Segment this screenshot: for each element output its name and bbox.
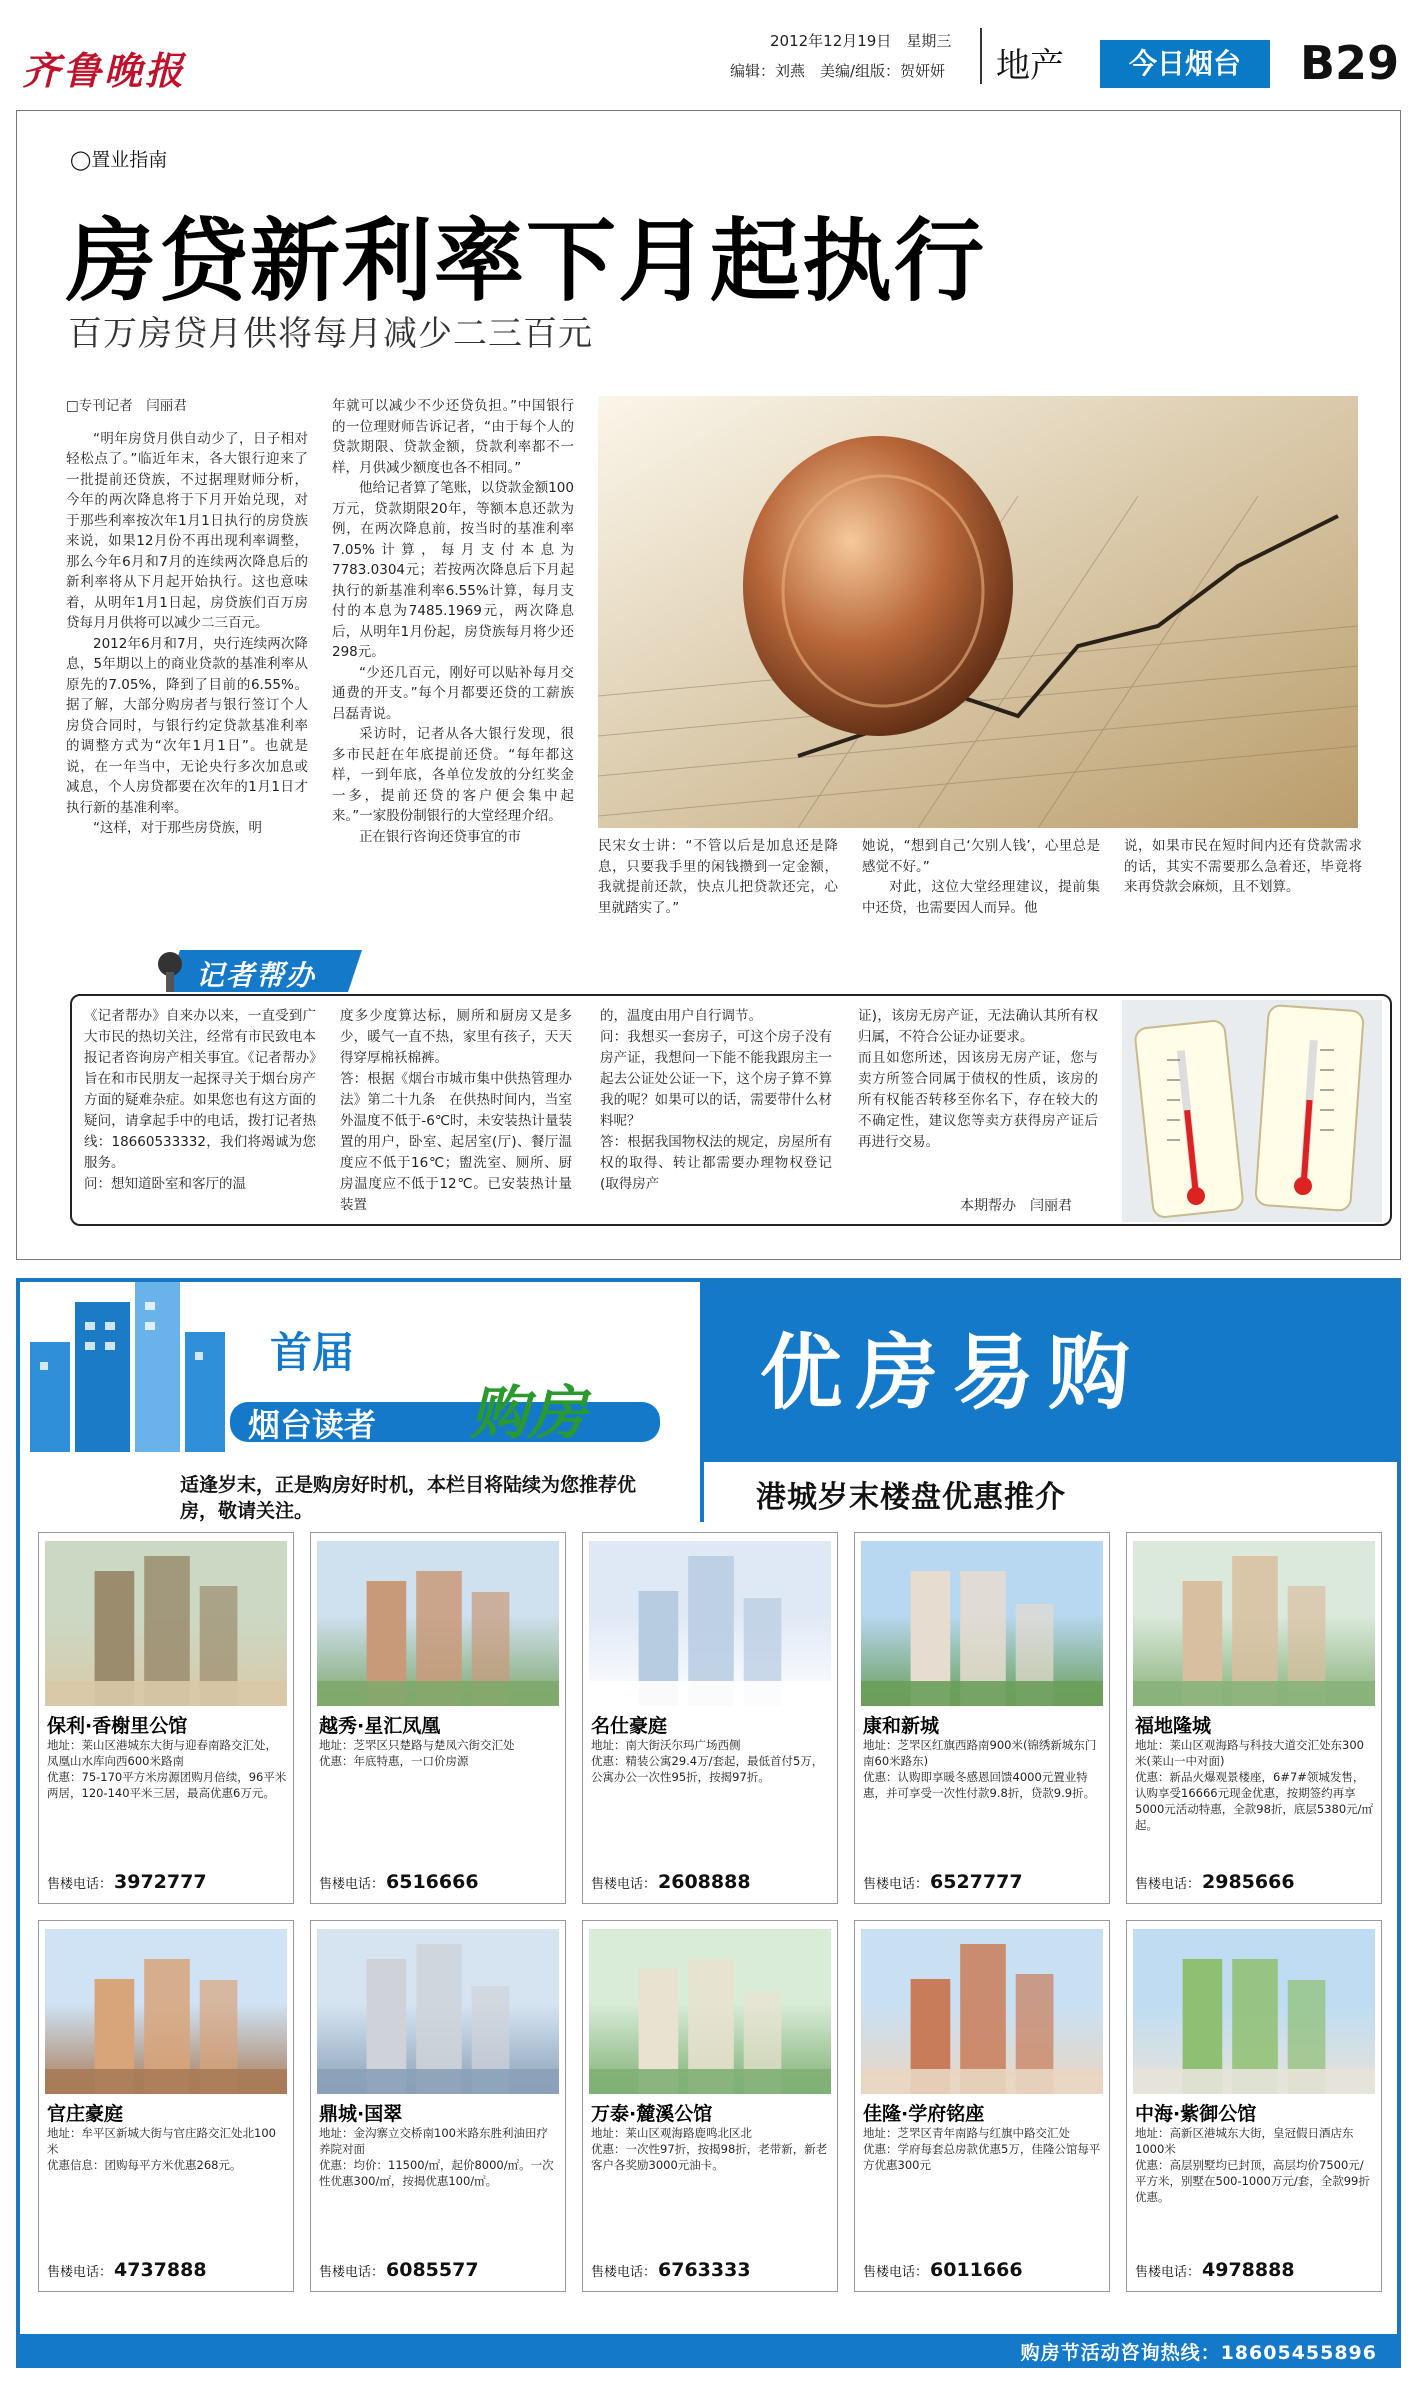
property-card — [1126, 1532, 1382, 1904]
phone-number: 6527777 — [930, 1871, 1023, 1893]
thermometer-photo — [1122, 1000, 1382, 1222]
article-column-5 — [1124, 836, 1362, 936]
thermometer-illustration — [1122, 1000, 1382, 1222]
article-column-1 — [66, 396, 308, 936]
phone-number: 6011666 — [930, 2259, 1023, 2281]
article-paragraph: 采访时，记者从各大银行发现，很多市民赶在年底提前还贷。“每年都这样，一到年底，各单位发放的分红奖金一多，提前还贷的客户便会集中起来。”一家股份制银行的大堂经理介绍。 — [332, 726, 574, 824]
phone-label: 售楼电话： — [319, 2265, 385, 2280]
property-card — [854, 1920, 1110, 2292]
section-badge: 今日烟台 — [1100, 40, 1270, 88]
column-kicker: ◯置业指南 — [70, 149, 168, 171]
property-name: 万泰·麓溪公馆 — [591, 2103, 713, 2125]
ad-subtitle-rule — [700, 1462, 1401, 1522]
property-photo — [45, 1541, 287, 1706]
property-description: 地址：莱山区观海路与科技大道交汇处东300米(莱山一中对面) 优惠：新品火爆观景楼座，6#7#领城发售，认购享受16666元现金优惠，按期签约再享5000元活动特惠，全款98折，底层5380元/㎡起。 — [1135, 1738, 1374, 1832]
property-name: 保利·香榭里公馆 — [47, 1715, 188, 1737]
property-description: 地址：芝罘区只楚路与楚凤六街交汇处 优惠：年底特惠，一口价房源 — [319, 1738, 515, 1768]
building-icon — [1133, 1541, 1375, 1706]
property-description: 地址：芝罘区红旗西路南900米(锦绣新城东门南60米路东) 优惠：认购即享暖冬感恩回馈4000元置业特惠，并可享受一次性付款9.8折，贷款9.9折。 — [863, 1738, 1097, 1800]
property-phone — [1135, 1871, 1295, 1893]
section-name: 地产 — [996, 46, 1064, 86]
phone-label: 售楼电话： — [591, 1877, 657, 1892]
ad-subtitle: 港城岁末楼盘优惠推介 — [756, 1480, 1066, 1515]
newspaper-logo: 齐鲁晚报 — [22, 48, 187, 93]
help-column-4: 证)，该房无房产证，无法确认其所有权归属，不符合公证办证要求。 而且如您所述，因该房无房产证，您与卖方所签合同属于债权的性质，该房的所有权能否转移至你名下，存在较大的不确定性，建议您等卖方获得房产证后再进行交易。 — [858, 1008, 1098, 1150]
headline: 房贷新利率下月起执行 — [66, 209, 986, 314]
property-description: 地址：南大街沃尔玛广场西侧 优惠：精装公寓29.4万/套起，最低首付5万，公寓办公一次性95折，按揭97折。 — [591, 1738, 824, 1784]
property-description: 地址：牟平区新城大街与官庄路交汇处北100米 优惠信息：团购每平方米优惠268元。 — [47, 2126, 276, 2172]
property-name: 康和新城 — [863, 1715, 940, 1737]
property-description: 地址：金沟寨立交桥南100米路东胜利油田疗养院对面 优惠：均价：11500/㎡，起价8000/㎡。一次性优惠300/㎡，按揭优惠100/㎡。 — [319, 2126, 554, 2188]
article-paragraph: 2012年6月和7月，央行连续两次降息，5年期以上的商业贷款的基准利率从原先的7.05%，降到了目前的6.55%。据了解，大部分购房者与银行签订个人房贷合同时，与银行约定贷款基准利率的调整方式为“次年1月1日”。也就是说，在一年当中，无论央行多次加息或减息，个人房贷都要在次年的1月1日才执行新的基准利率。 — [66, 635, 308, 816]
article-paragraph: 民宋女士讲：“不管以后是加息还是降息，只要我手里的闲钱攒到一定金额，我就提前还款，快点儿把贷款还完，心里就踏实了。” — [598, 838, 838, 916]
phone-number: 4978888 — [1202, 2259, 1295, 2281]
property-description: 地址：莱山区港城东大街与迎春南路交汇处，凤凰山水库向西600米路南 优惠：75-170平方米房源团购月倍续，96平米两居，120-140平米三居，最高优惠6万元。 — [47, 1738, 287, 1800]
article-paragraph: 对此，这位大堂经理建议，提前集中还贷，也需要因人而异。他 — [862, 879, 1100, 916]
building-icon — [45, 1541, 287, 1706]
article-paragraph: 她说，“想到自己‘欠别人钱’，心里总是感觉不好。” — [862, 838, 1100, 875]
phone-number: 4737888 — [114, 2259, 207, 2281]
phone-label: 售楼电话： — [863, 2265, 929, 2280]
article-paragraph: “明年房贷月供自动少了，日子相对轻松点了。”临近年末，各大银行迎来了一批提前还贷族，不过据理财师分析，今年的两次降息将于下月开始兑现，对于那些利率按次年1月1日执行的房贷族来说，如果12月份不再出现利率调整，那么今年6月和7月的连续两次降息后的新利率将从下月起开始执行。这也意味着，从明年1月1日起，房贷族们百万房贷每月月供将可以减少二三百元。 — [66, 430, 308, 631]
ad-festival: 节 — [600, 1410, 630, 1445]
property-name: 官庄豪庭 — [47, 2103, 124, 2125]
article-column-2 — [332, 396, 574, 936]
phone-number: 6085577 — [386, 2259, 479, 2281]
property-photo — [861, 1929, 1103, 2094]
phone-label: 售楼电话： — [1135, 1877, 1201, 1892]
phone-number: 2985666 — [1202, 1871, 1295, 1893]
property-photo — [317, 1929, 559, 2094]
property-card — [38, 1920, 294, 2292]
property-description: 地址：芝罘区青年南路与红旗中路交汇处 优惠：学府每套总房款优惠5万，佳隆公馆每平方优惠300元 — [863, 2126, 1101, 2172]
property-card — [582, 1920, 838, 2292]
phone-label: 售楼电话： — [591, 2265, 657, 2280]
building-icon — [861, 1541, 1103, 1706]
property-card — [854, 1532, 1110, 1904]
property-card — [310, 1532, 566, 1904]
property-name: 佳隆·学府铭座 — [863, 2103, 985, 2125]
property-phone — [591, 2259, 751, 2281]
property-name: 越秀·星汇凤凰 — [319, 1715, 441, 1737]
article-paragraph: 他给记者算了笔账，以贷款金额100万元，贷款期限20年，等额本息还款为例，在两次降息前，按当时的基准利率7.05%计算，每月支付本息为7783.0304元；若按两次降息后下月起执行的新基准利率6.55%计算，每月支付的本息为7485.1969元，两次降息后，从明年1月份起，房贷族每月将少还298元。 — [332, 480, 574, 660]
building-icon — [317, 1541, 559, 1706]
subheadline: 百万房贷月供将每月减少二三百元 — [68, 314, 593, 354]
property-photo — [1133, 1929, 1375, 2094]
building-icon — [317, 1929, 559, 2094]
phone-label: 售楼电话： — [47, 1877, 113, 1892]
property-phone — [863, 1871, 1023, 1893]
property-name: 福地隆城 — [1135, 1715, 1212, 1737]
article-paragraph: 正在银行咨询还贷事宜的市 — [359, 828, 521, 845]
help-signature: 本期帮办 闫丽君 — [960, 1198, 1072, 1214]
phone-number: 3972777 — [114, 1871, 207, 1893]
property-photo — [317, 1541, 559, 1706]
dateline: 2012年12月19日 星期三 — [770, 32, 952, 50]
building-icon — [861, 1929, 1103, 2094]
property-phone — [47, 2259, 207, 2281]
help-column-1: 《记者帮办》自来办以来，一直受到广大市民的热切关注，经常有市民致电本报记者咨询房产相关事宜。《记者帮办》旨在和市民朋友一起探寻关于烟台房产方面的疑难杂症。如果您也有这方面的疑问，请拿起手中的电话，拨打记者热线：18660533332，我们将竭诚为您服务。 问：想知道卧室和客厅的温 — [84, 1008, 316, 1192]
ad-intro: 适逢岁末，正是购房好时机，本栏目将陆续为您推荐优房，敬请关注。 — [180, 1474, 637, 1522]
property-description: 地址：莱山区观海路鹿鸣北区北 优惠：一次性97折，按揭98折，老带新，新老客户各奖励3000元油卡。 — [591, 2126, 828, 2172]
phone-label: 售楼电话： — [1135, 2265, 1201, 2280]
house-fair-advertisement — [16, 1278, 1401, 2368]
editor-credits: 编辑：刘燕 美编/组版：贺妍妍 — [730, 62, 946, 80]
property-phone — [47, 1871, 207, 1893]
property-photo — [589, 1929, 831, 2094]
help-column-3: 的，温度由用户自行调节。 问：我想买一套房子，可这个房子没有房产证，我想问一下能不能我跟房主一起去公证处公证一下，这个房子算不算我的呢？如果可以的话，需要带什么材料呢？ 答：根据我国物权法的规定，房屋所有权的取得、转让都需要办理物权登记(取得房产 — [600, 1008, 832, 1192]
property-card — [582, 1532, 838, 1904]
article-column-4 — [862, 836, 1100, 936]
property-name: 名仕豪庭 — [591, 1715, 668, 1737]
property-phone — [1135, 2259, 1295, 2281]
property-name: 鼎城·国翠 — [319, 2103, 403, 2125]
building-icon — [45, 1929, 287, 2094]
phone-label: 售楼电话： — [47, 2265, 113, 2280]
property-card — [310, 1920, 566, 2292]
coin-chart-photo — [598, 396, 1358, 828]
reporter-help-banner — [152, 948, 362, 994]
property-name: 中海·紫御公馆 — [1135, 2103, 1257, 2125]
property-photo — [861, 1541, 1103, 1706]
masthead-divider — [980, 28, 982, 84]
phone-label: 售楼电话： — [863, 1877, 929, 1892]
article-paragraph: “少还几百元，刚好可以贴补每月交通费的开支。”每个月都要还贷的工薪族吕磊青说。 — [332, 664, 574, 722]
property-phone — [319, 2259, 479, 2281]
article-column-3 — [598, 836, 838, 936]
ad-yantai-readers: 烟台读者 — [248, 1406, 377, 1444]
phone-number: 2608888 — [658, 1871, 751, 1893]
phone-number: 6763333 — [658, 2259, 751, 2281]
building-icon — [1133, 1929, 1375, 2094]
help-column-2: 度多少度算达标，厕所和厨房又是多少，暖气一直不热，家里有孩子，天天得穿厚棉袄棉裤。 答：根据《烟台市城市集中供热管理办法》第二十九条 在供热时间内，当室外温度不低于-6℃时，未安装热计量装置的用户，卧室、起居室(厅)、餐厅温度应不低于16℃；盥洗室、厕所、厨房温度应不低于12℃。已安装热计量装置 — [340, 1008, 572, 1213]
building-icon — [589, 1541, 831, 1706]
property-phone — [591, 1871, 751, 1893]
phone-label: 售楼电话： — [319, 1877, 385, 1892]
ad-hotline: 购房节活动咨询热线：18605455896 — [1020, 2342, 1377, 2364]
building-icon — [589, 1929, 831, 2094]
page-number: B29 — [1300, 36, 1400, 90]
property-photo — [45, 1929, 287, 2094]
ad-house-buying: 购房 — [470, 1379, 587, 1447]
ad-first-edition: 首届 — [270, 1328, 355, 1377]
ad-title: 优房易购 — [760, 1326, 1145, 1421]
property-description: 地址：高新区港城东大街，皇冠假日酒店东1000米 优惠：高层别墅均已封顶，高层均价7500元/平方米，别墅在500-1000万元/套，全款99折优惠。 — [1135, 2126, 1370, 2204]
property-photo — [1133, 1541, 1375, 1706]
property-photo — [589, 1541, 831, 1706]
phone-number: 6516666 — [386, 1871, 479, 1893]
property-card — [1126, 1920, 1382, 2292]
article-paragraph: 说，如果市民在短时间内还有贷款需求的话，其实不需要那么急着还，毕竟将来再贷款会麻烦，且不划算。 — [1124, 838, 1362, 895]
property-phone — [863, 2259, 1023, 2281]
property-phone — [319, 1871, 479, 1893]
article-paragraph: 年就可以减少不少还贷负担。”中国银行的一位理财师告诉记者，“由于每个人的贷款期限、贷款金额，贷款利率都不一样，月供减少额度也各不相同。” — [332, 398, 574, 476]
property-card — [38, 1532, 294, 1904]
reporter-help-title: 记者帮办 — [196, 959, 317, 992]
article-paragraph: “这样，对于那些房贷族，明 — [93, 820, 262, 836]
coin-photo-illustration — [598, 396, 1358, 828]
byline: □专刊记者 闫丽君 — [66, 398, 187, 414]
